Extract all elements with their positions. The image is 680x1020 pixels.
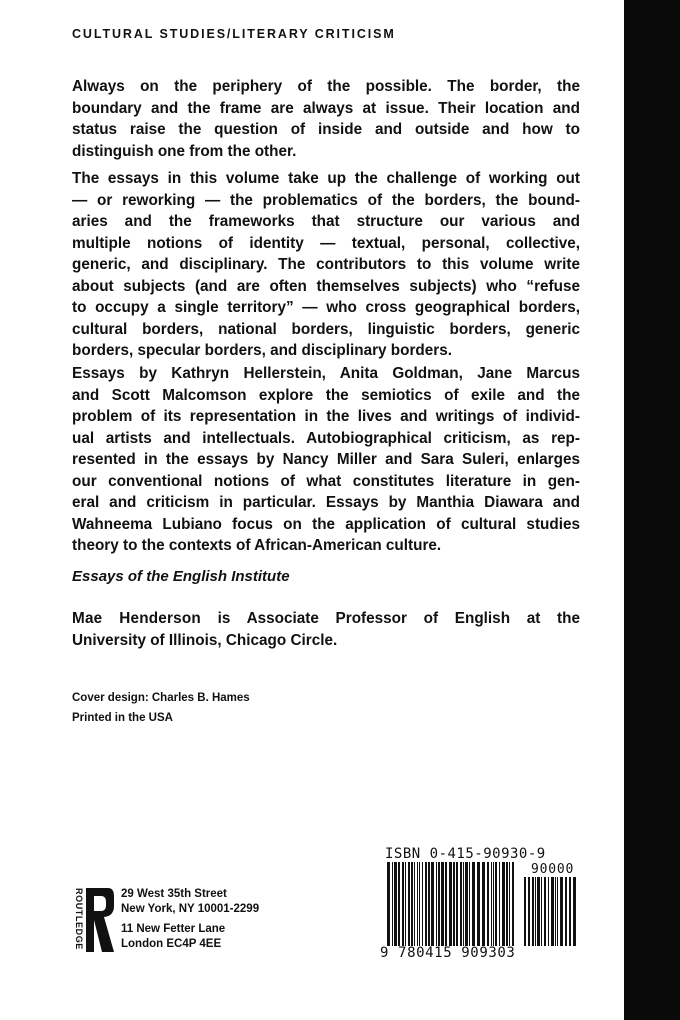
barcode-bar [535,877,536,946]
paragraph-2-line: — or reworking — the problematics of the borders, the bound- [72,191,580,209]
barcode-bar [387,862,390,946]
printed-credit: Printed in the USA [72,712,173,724]
barcode-bar [411,862,413,946]
price-addon-digits: 90000 [531,862,575,877]
cover-edge-band [624,0,680,1020]
paragraph-3-line: theory to the contexts of African-American culture. [72,537,442,554]
barcode-bar [544,877,546,946]
barcode-bar [453,862,455,946]
author-name: Mae Henderson [72,610,201,627]
barcode-bar [482,862,485,946]
barcode-bar [425,862,427,946]
barcode-bar [472,862,475,946]
barcode-bar [402,862,404,946]
ean-digits: 9 780415 909303 [380,945,516,961]
barcode-bar [449,862,452,946]
barcode-bar [469,862,470,946]
paragraph-3-line: ual artists and intellectuals. Autobiographical criticism, as rep- [72,429,580,447]
paragraph-3-line: Wahneema Lubiano focus on the application of cultural studies [72,515,580,533]
barcode-bar [569,877,571,946]
address-ny-line-2: New York, NY 10001-2299 [121,903,260,915]
blurb-paragraph-3 [72,363,580,557]
barcode-bar [419,862,420,946]
barcode-bar [495,862,497,946]
barcode-bar [499,862,500,946]
blurb-paragraph-1 [72,76,580,162]
barcode-bar [548,877,549,946]
barcode-bar [436,862,437,946]
barcode-bar [560,877,563,946]
isbn-label: ISBN 0-415-90930-9 [385,846,546,862]
barcode-bar [438,862,440,946]
barcode-bar [405,862,406,946]
barcode-bar [465,862,468,946]
paragraph-3-line: and Scott Malcomson explore the semiotics of exile and the [72,386,580,404]
paragraph-2-line: to occupy a single territory” — who cross geographical borders, [72,299,580,316]
paragraph-2-line: generic, and disciplinary. The contributors to this volume write [72,256,580,273]
barcode-bar [445,862,447,946]
paragraph-2-line: cultural borders, national borders, linguistic borders, generic [72,320,580,338]
barcode-bar [394,862,397,946]
routledge-r-mark [86,888,114,952]
barcode-bar [541,877,542,946]
barcode-bar [422,862,423,946]
barcode-bar [573,877,576,946]
blurb-paragraph-2 [72,168,580,362]
barcode-bar [537,877,540,946]
paragraph-3-line: eral and criticism in particular. Essays by Manthia Diawara and [72,494,580,511]
barcode-bar [456,862,458,946]
barcode-bar [398,862,400,946]
address-london-line-2: London EC4P 4EE [121,938,222,950]
ean-barcode [387,862,517,946]
series-institute: Essays of the English Institute [72,568,290,585]
paragraph-2-line: borders, specular borders, and disciplinary borders. [72,342,452,359]
routledge-logo [70,886,116,956]
barcode-bar [493,862,494,946]
paragraph-2-line: aries and the frameworks that structure our various and [72,213,580,230]
cover-design-credit: Cover design: Charles B. Hames [72,692,250,704]
barcode-bar [557,877,558,946]
routledge-logo-text: ROUTLEDGE [74,888,84,950]
barcode-bar [491,862,492,946]
barcode-bar [414,862,415,946]
price-addon-barcode [524,877,578,946]
barcode-bar [551,877,554,946]
routledge-wordmark [74,888,84,950]
barcode-bar [463,862,464,946]
author-note-line-1 [72,608,580,630]
barcode-bar [460,862,462,946]
barcode-bar [528,877,530,946]
series-heading: CULTURAL STUDIES/LITERARY CRITICISM [72,27,396,41]
author-note-line-2: University of Illinois, Chicago Circle. [72,631,338,649]
paragraph-3-line: Essays by Kathryn Hellerstein, Anita Goldman, Jane Marcus [72,365,580,382]
barcode-bar [555,877,556,946]
address-london [121,922,225,952]
barcode-bar [392,862,393,946]
author-role: is Associate Professor of English at the [200,610,580,627]
barcode-bar [532,877,534,946]
author-note [72,608,580,651]
barcode-bar [502,862,505,946]
barcode-bar [408,862,410,946]
paragraph-1-line: distinguish one from the other. [72,142,297,160]
barcode-bar [509,862,510,946]
paragraph-3-line: our conventional notions of what constitutes literature in gen- [72,472,580,490]
barcode-bar [487,862,489,946]
paragraph-3-line: resented in the essays by Nancy Miller and Sara Suleri, enlarges [72,451,580,468]
address-new-york [121,887,259,917]
barcode-bar [431,862,434,946]
paragraph-2-line: The essays in this volume take up the challenge of working out [72,170,580,187]
paragraph-2-line: multiple notions of identity — textual, personal, collective, [72,234,580,252]
barcode-bar [477,862,480,946]
barcode-bar [565,877,567,946]
address-ny-line-1: 29 West 35th Street [121,888,227,900]
paragraph-3-line: problem of its representation in the lives and writings of individ- [72,408,580,425]
barcode-bar [441,862,444,946]
paragraph-1-line: status raise the question of inside and outside and how to [72,121,580,138]
paragraph-1-line: boundary and the frame are always at issue. Their location and [72,99,580,117]
paragraph-1-line: Always on the periphery of the possible. The border, the [72,78,580,95]
paragraph-2-line: about subjects (and are often themselves subjects) who “refuse [72,277,580,295]
barcode-bar [506,862,508,946]
barcode-bar [428,862,430,946]
address-london-line-1: 11 New Fetter Lane [121,923,226,935]
barcode-bar [512,862,514,946]
barcode-bar [417,862,418,946]
barcode-bar [524,877,526,946]
